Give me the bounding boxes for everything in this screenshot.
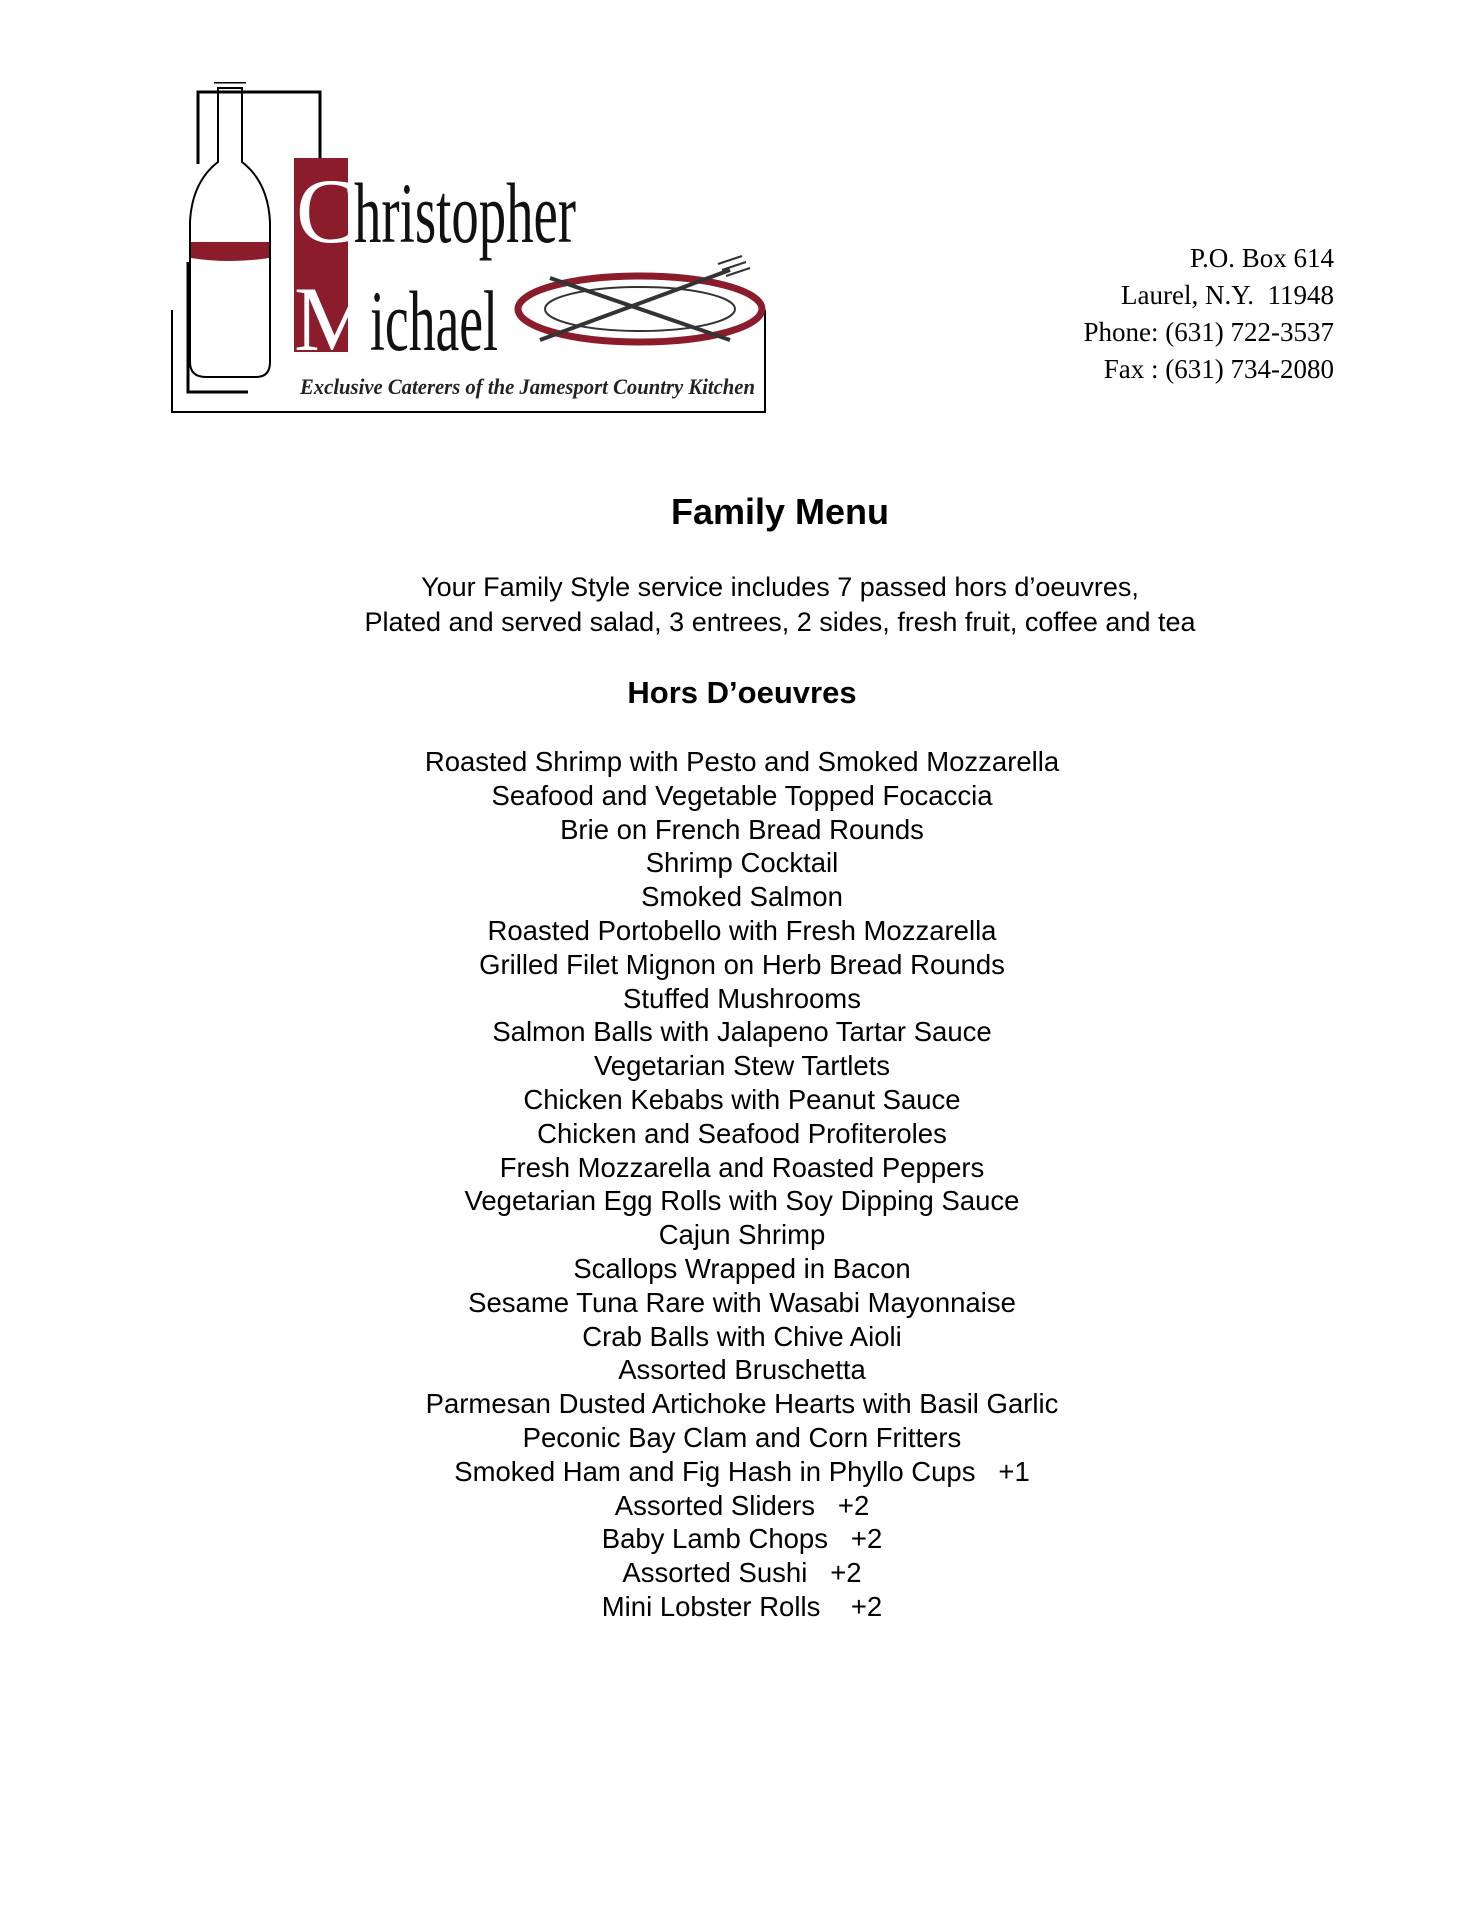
list-item: Assorted Sushi +2 — [622, 1557, 862, 1589]
list-item: Roasted Portobello with Fresh Mozzarella — [487, 914, 997, 946]
company-logo — [170, 82, 770, 422]
logo-initial-m: M — [294, 268, 376, 370]
section-heading-hors-doeuvres: Hors D’oeuvres — [627, 675, 857, 710]
address-phone: Phone: (631) 722-3537 — [1083, 317, 1334, 347]
address-po-box: P.O. Box 614 — [1189, 243, 1334, 273]
page-title: Family Menu — [670, 491, 890, 532]
list-item: Peconic Bay Clam and Corn Fritters — [522, 1421, 962, 1453]
list-item: Smoked Ham and Fig Hash in Phyllo Cups +1 — [454, 1455, 1030, 1487]
list-item: Fresh Mozzarella and Roasted Peppers — [499, 1151, 985, 1183]
address-fax: Fax : (631) 734-2080 — [1103, 354, 1334, 384]
list-item: Baby Lamb Chops +2 — [601, 1523, 883, 1555]
list-item: Vegetarian Stew Tartlets — [593, 1050, 891, 1082]
list-item: Cajun Shrimp — [658, 1219, 826, 1251]
list-item: Grilled Filet Mignon on Herb Bread Rounds — [479, 948, 1005, 980]
contact-address — [1084, 240, 1334, 388]
menu-intro — [230, 570, 1330, 640]
list-item: Crab Balls with Chive Aioli — [582, 1320, 902, 1352]
wine-bottle-icon — [190, 88, 270, 377]
logo-tagline: Exclusive Caterers of the Jamesport Country Kitchen — [299, 374, 755, 399]
list-item: Chicken and Seafood Profiteroles — [537, 1117, 947, 1149]
list-item: Vegetarian Egg Rolls with Soy Dipping Sauce — [464, 1185, 1020, 1217]
address-city: Laurel, N.Y. 11948 — [1121, 280, 1334, 310]
list-item: Assorted Sliders +2 — [614, 1489, 870, 1521]
intro-line: Plated and served salad, 3 entrees, 2 sides, fresh fruit, coffee and tea — [364, 607, 1196, 637]
list-item: Assorted Bruschetta — [618, 1354, 866, 1386]
logo-name-line1: hristopher — [354, 165, 576, 261]
list-item: Mini Lobster Rolls +2 — [601, 1590, 883, 1622]
list-item: Stuffed Mushrooms — [623, 982, 861, 1014]
list-item: Parmesan Dusted Artichoke Hearts with Basil Garlic — [425, 1388, 1059, 1420]
list-item: Roasted Shrimp with Pesto and Smoked Mozzarella — [424, 746, 1060, 777]
list-item: Brie on French Bread Rounds — [560, 813, 924, 845]
logo-name-line2: ichael — [370, 273, 498, 369]
list-item: Seafood and Vegetable Topped Focaccia — [491, 779, 993, 811]
list-item: Sesame Tuna Rare with Wasabi Mayonnaise — [468, 1286, 1016, 1318]
list-item: Salmon Balls with Jalapeno Tartar Sauce — [492, 1016, 992, 1048]
list-item: Shrimp Cocktail — [645, 847, 839, 879]
list-item: Chicken Kebabs with Peanut Sauce — [523, 1083, 961, 1115]
hors-doeuvres-list — [0, 745, 1484, 1624]
list-item: Scallops Wrapped in Bacon — [573, 1252, 911, 1284]
intro-line: Your Family Style service includes 7 passed hors d’oeuvres, — [421, 572, 1139, 602]
logo-initial-c: C — [296, 160, 358, 262]
list-item: Smoked Salmon — [641, 881, 843, 913]
